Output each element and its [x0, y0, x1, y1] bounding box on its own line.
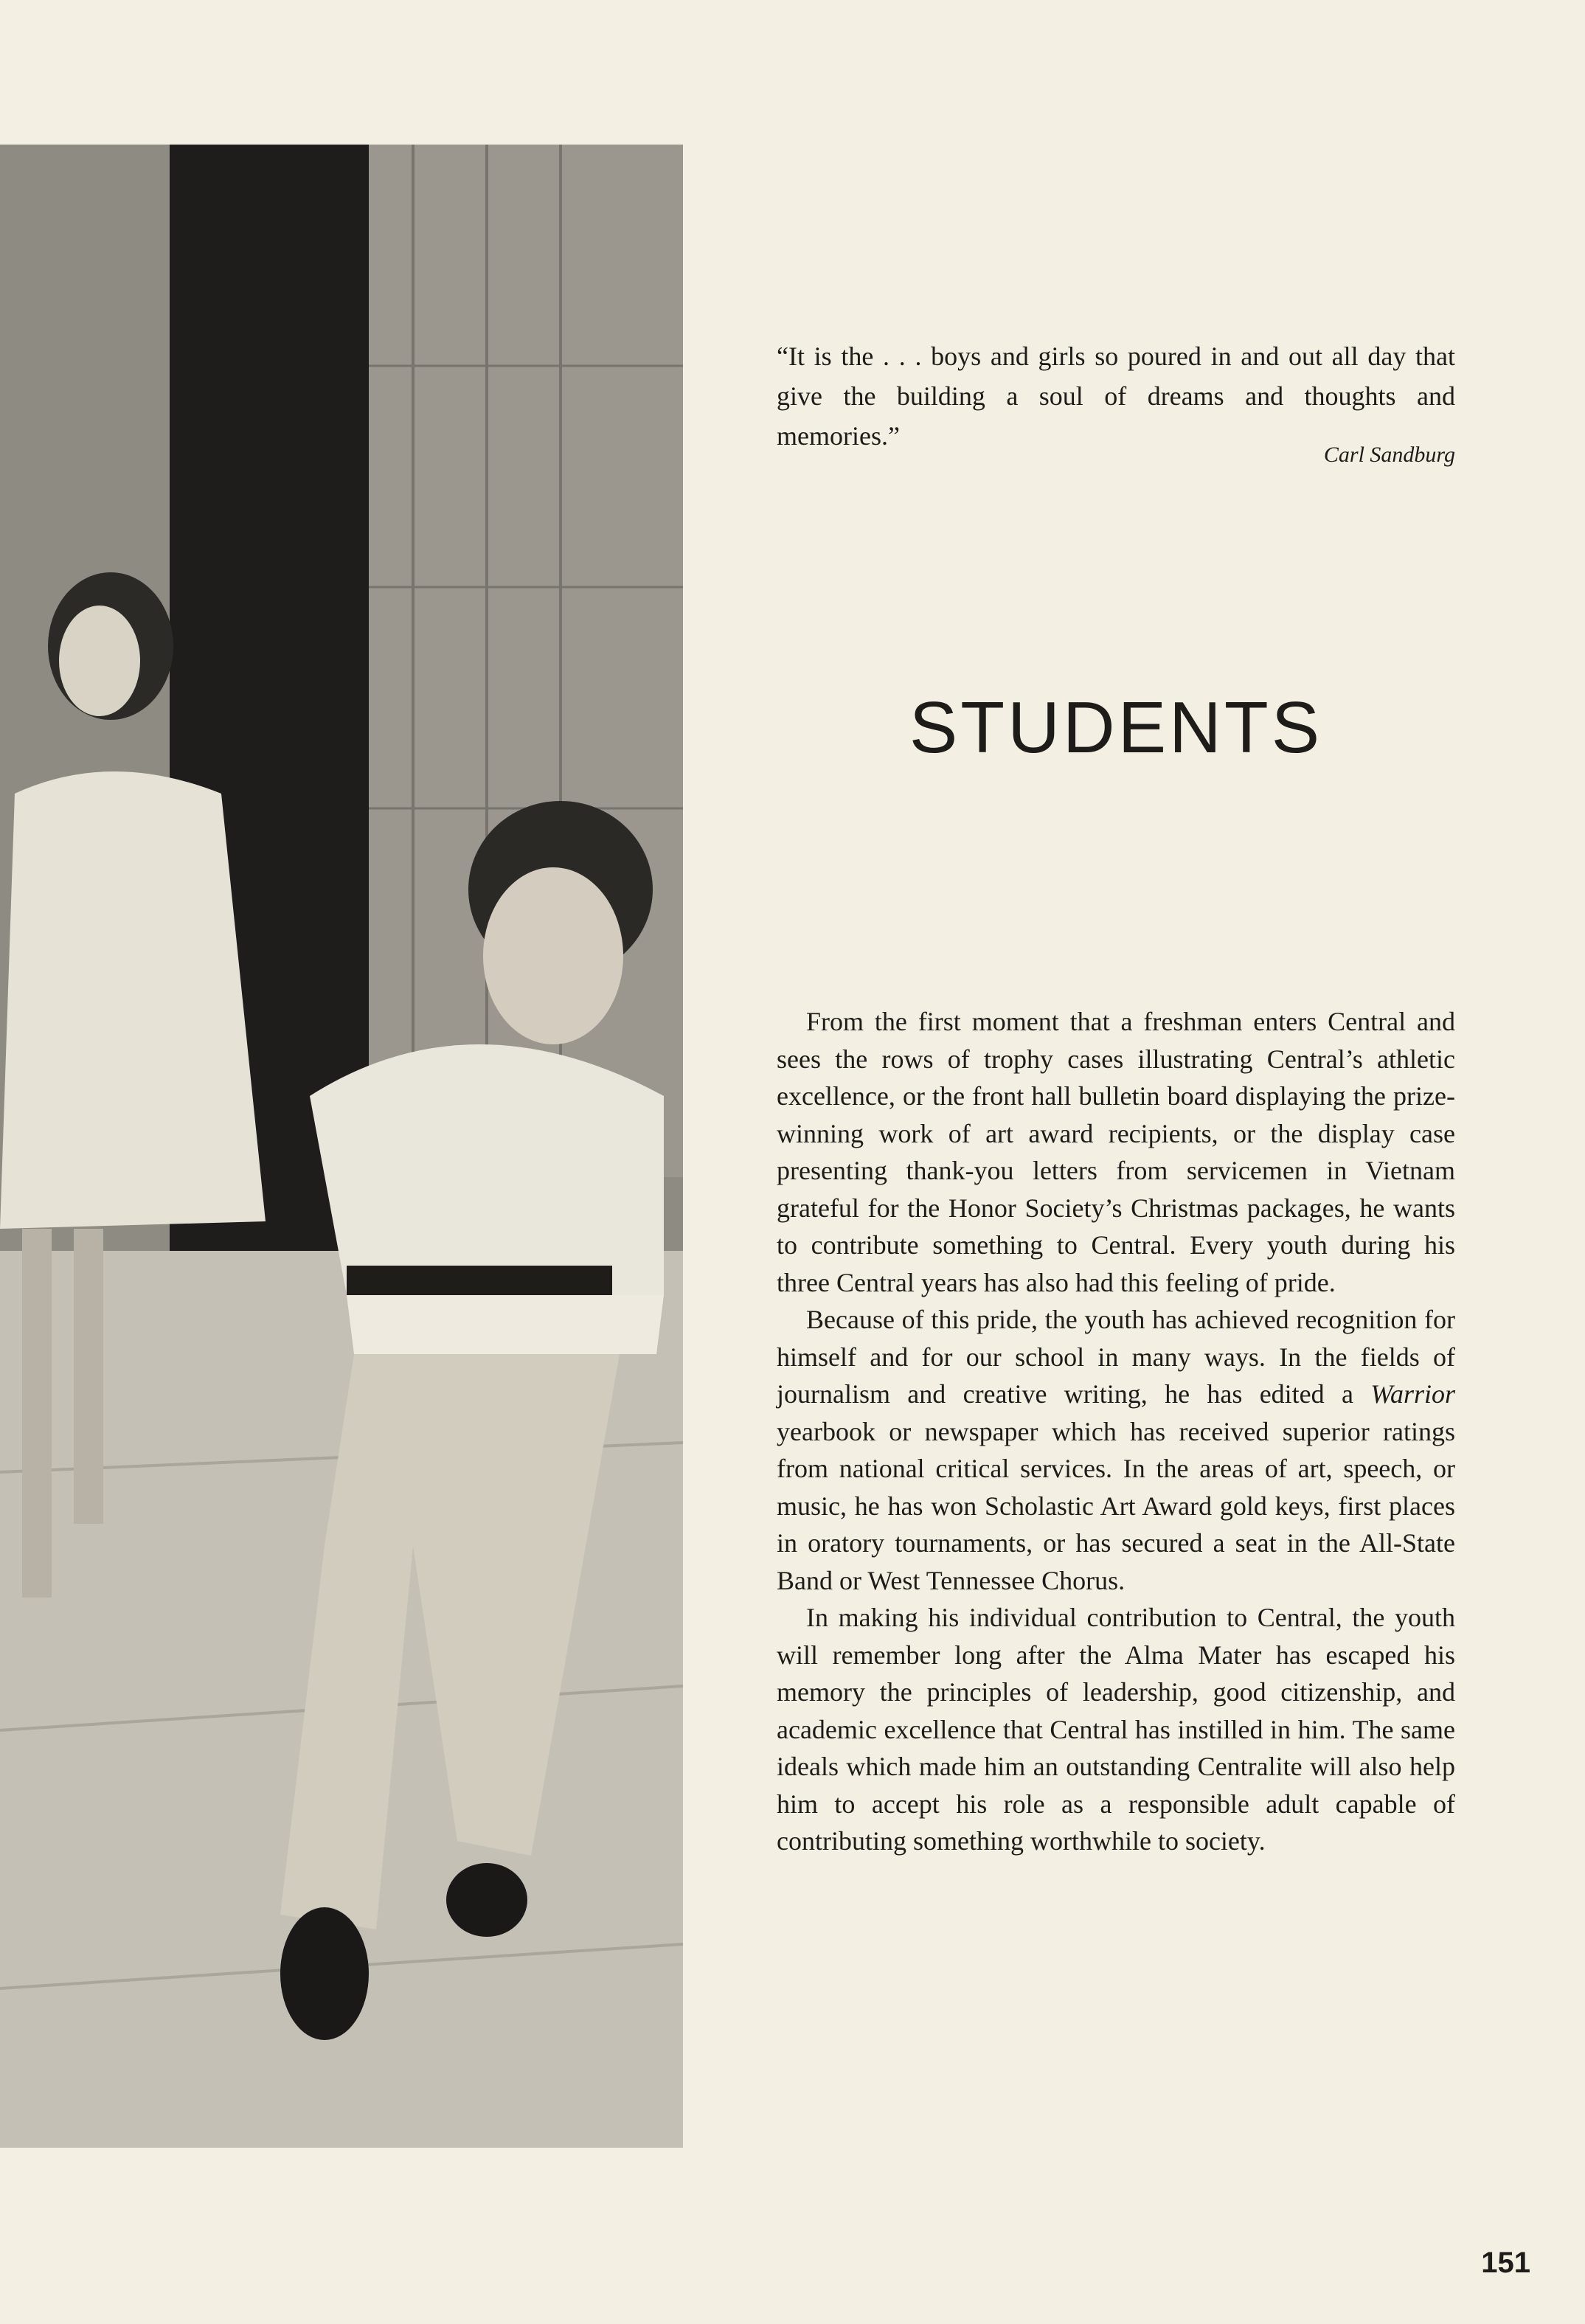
photo-illustration	[0, 145, 683, 2148]
paragraph-2-text-end: yearbook or newspaper which has received superior ratings from national critical services. In the areas of art, speech, or music, he has won Scholastic Art Award gold keys, first places in oratory tournaments, or has secured a seat in the All-State Band or West Tennessee Chorus.	[777, 1416, 1455, 1595]
section-title: STUDENTS	[909, 687, 1323, 768]
epigraph-quote: “It is the . . . boys and girls so poured in and out all day that give the building a soul of dreams and thoughts and memories.”	[777, 341, 1455, 451]
paragraph-2-text-start: Because of this pride, the youth has achieved recognition for himself and for our school in many ways. In the fields of journalism and creative writing, he has edited a	[777, 1305, 1455, 1409]
quote-attribution: Carl Sandburg	[1323, 443, 1455, 467]
warrior-publication-name: Warrior	[1370, 1379, 1455, 1409]
page-number: 151	[1481, 2247, 1530, 2279]
body-paragraph-2	[777, 1301, 1455, 1599]
body-paragraph-3: In making his individual contribution to Central, the youth will remember long after the Alma Mater has escaped his memory the principles of leadership, good citizenship, and academic excellence that Central has instilled in him. The same ideals which made him an outstanding Centralite will also help him to accept his role as a responsible adult capable of contributing something worthwhile to society.	[777, 1603, 1455, 1856]
body-text	[777, 1003, 1455, 1860]
body-paragraph-1: From the first moment that a freshman enters Central and sees the rows of trophy cases illustrating Central’s athletic excellence, or the front hall bulletin board displaying the prize-winning work of art award recipients, or the display case presenting thank-you letters from servicemen in Vietnam grateful for the Honor Society’s Christmas packages, he wants to contribute something to Central. Every youth during his three Central years has also had this feeling of pride.	[777, 1007, 1455, 1297]
students-photograph	[0, 145, 683, 2148]
